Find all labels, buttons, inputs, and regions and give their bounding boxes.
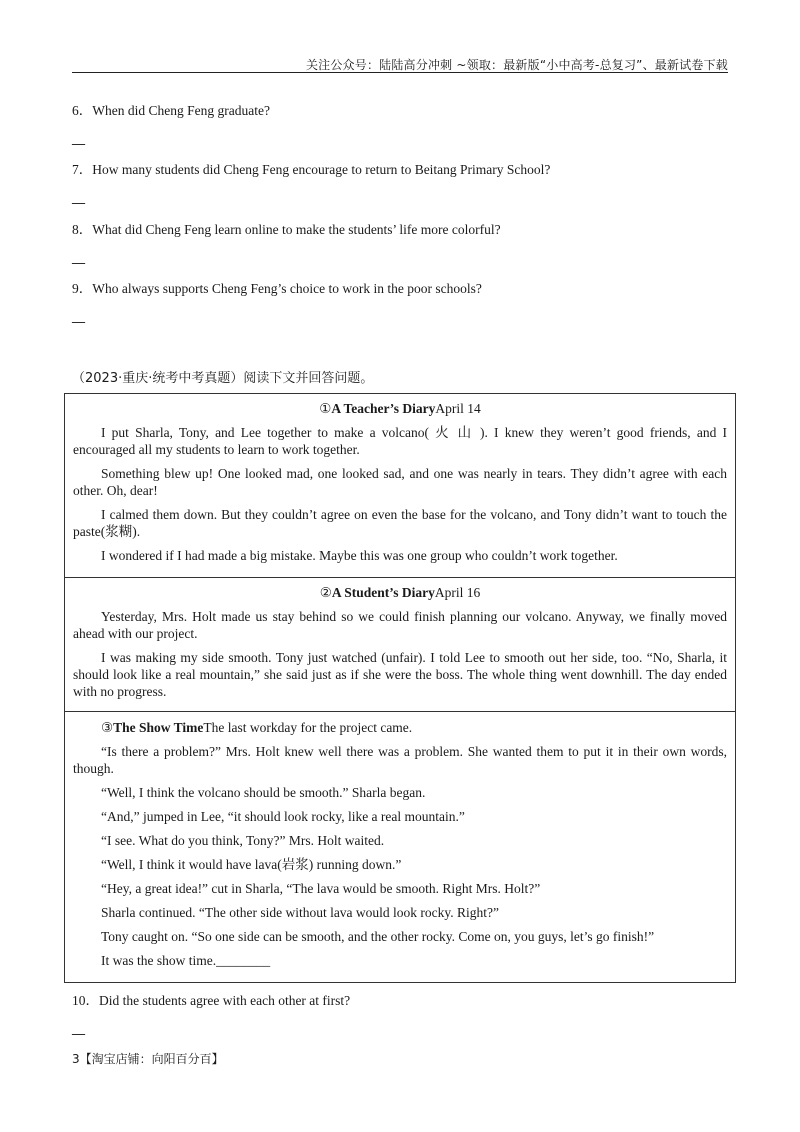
section-3-title: ③The Show TimeThe last workday for the project came. <box>101 720 413 735</box>
source-line: （2023·重庆·统考中考真题）阅读下文并回答问题。 <box>72 371 374 386</box>
question-8: 8．What did Cheng Feng learn online to make the students’ life more colorful? <box>72 222 501 237</box>
question-10: 10．Did the students agree with each other at first? <box>72 993 351 1008</box>
section-3-paragraph: Tony caught on. “So one side can be smooth, and the other rocky. Come on, you guys, let’s go finish!” <box>101 929 655 944</box>
section-3-paragraph: “Well, I think it would have lava(岩浆) running down.” <box>101 857 402 872</box>
section-1-paragraph: I put Sharla, Tony, and Lee together to make a volcano( 火 山 ). I knew they weren’t good friends, and I encouraged all my students to learn to work together. <box>73 425 727 457</box>
section-3-paragraph: “I see. What do you think, Tony?” Mrs. Holt waited. <box>101 833 385 848</box>
answer-line-6[interactable]: __ <box>72 131 85 146</box>
answer-line-9[interactable]: __ <box>72 309 85 324</box>
passage-section-1 <box>64 393 736 578</box>
section-3-heading: The Show Time <box>113 720 204 735</box>
section-3-paragraph: “Is there a problem?” Mrs. Holt knew well there was a problem. She wanted them to put it in their own words, though. <box>73 744 727 776</box>
section-3-paragraph: “And,” jumped in Lee, “it should look rocky, like a real mountain.” <box>101 809 465 824</box>
section-1-paragraph: I calmed them down. But they couldn’t agree on even the base for the volcano, and Tony didn’t want to touch the paste(浆糊). <box>73 507 727 539</box>
section-3-paragraph: “Hey, a great idea!” cut in Sharla, “The lava would be smooth. Right Mrs. Holt?” <box>101 881 541 896</box>
section-2-paragraph: I was making my side smooth. Tony just watched (unfair). I told Lee to smooth out her side, too. “No, Sharla, it should look like a real mountain,” she said just as if she were the boss. The whole thing went downhill. The day ended with no progress. <box>73 650 727 699</box>
passage-section-3 <box>64 711 736 983</box>
section-3-blank-line[interactable]: It was the show time.________ <box>101 953 271 968</box>
section-1-heading: A Teacher’s Diary <box>331 401 436 416</box>
section-1-paragraph: I wondered if I had made a big mistake. Maybe this was one group who couldn’t work together. <box>101 548 618 563</box>
passage-section-2 <box>64 578 736 712</box>
answer-line-7[interactable]: __ <box>72 190 85 205</box>
section-2-title: ②A Student’s DiaryApril 16 <box>319 585 481 600</box>
page-header: 关注公众号：陆陆高分冲刺 ~领取：最新版“小中高考-总复习”、最新试卷下载 <box>305 58 728 72</box>
header-divider <box>72 72 728 73</box>
answer-line-10[interactable]: __ <box>72 1021 85 1036</box>
section-2-paragraph: Yesterday, Mrs. Holt made us stay behind so we could finish planning our volcano. Anyway, we finally moved ahead with our project. <box>73 609 727 641</box>
section-3-paragraph: “Well, I think the volcano should be smooth.” Sharla began. <box>101 785 426 800</box>
section-3-paragraph: Sharla continued. “The other side without lava would look rocky. Right?” <box>101 905 500 920</box>
section-1-title: ①A Teacher’s DiaryApril 14 <box>319 401 481 416</box>
question-7: 7．How many students did Cheng Feng encourage to return to Beitang Primary School? <box>72 162 551 177</box>
question-6: 6．When did Cheng Feng graduate? <box>72 103 270 118</box>
section-1-date: April 14 <box>435 401 481 416</box>
section-2-heading: A Student’s Diary <box>331 585 435 600</box>
section-1-paragraph: Something blew up! One looked mad, one looked sad, and one was nearly in tears. They didn’t agree with each other. Oh, dear! <box>73 466 727 498</box>
section-3-lead: The last workday for the project came. <box>203 720 413 735</box>
answer-line-8[interactable]: __ <box>72 250 85 265</box>
question-9: 9．Who always supports Cheng Feng’s choice to work in the poor schools? <box>72 281 482 296</box>
page-footer: 3【淘宝店铺：向阳百分百】 <box>72 1052 224 1066</box>
section-2-date: April 16 <box>434 585 481 600</box>
